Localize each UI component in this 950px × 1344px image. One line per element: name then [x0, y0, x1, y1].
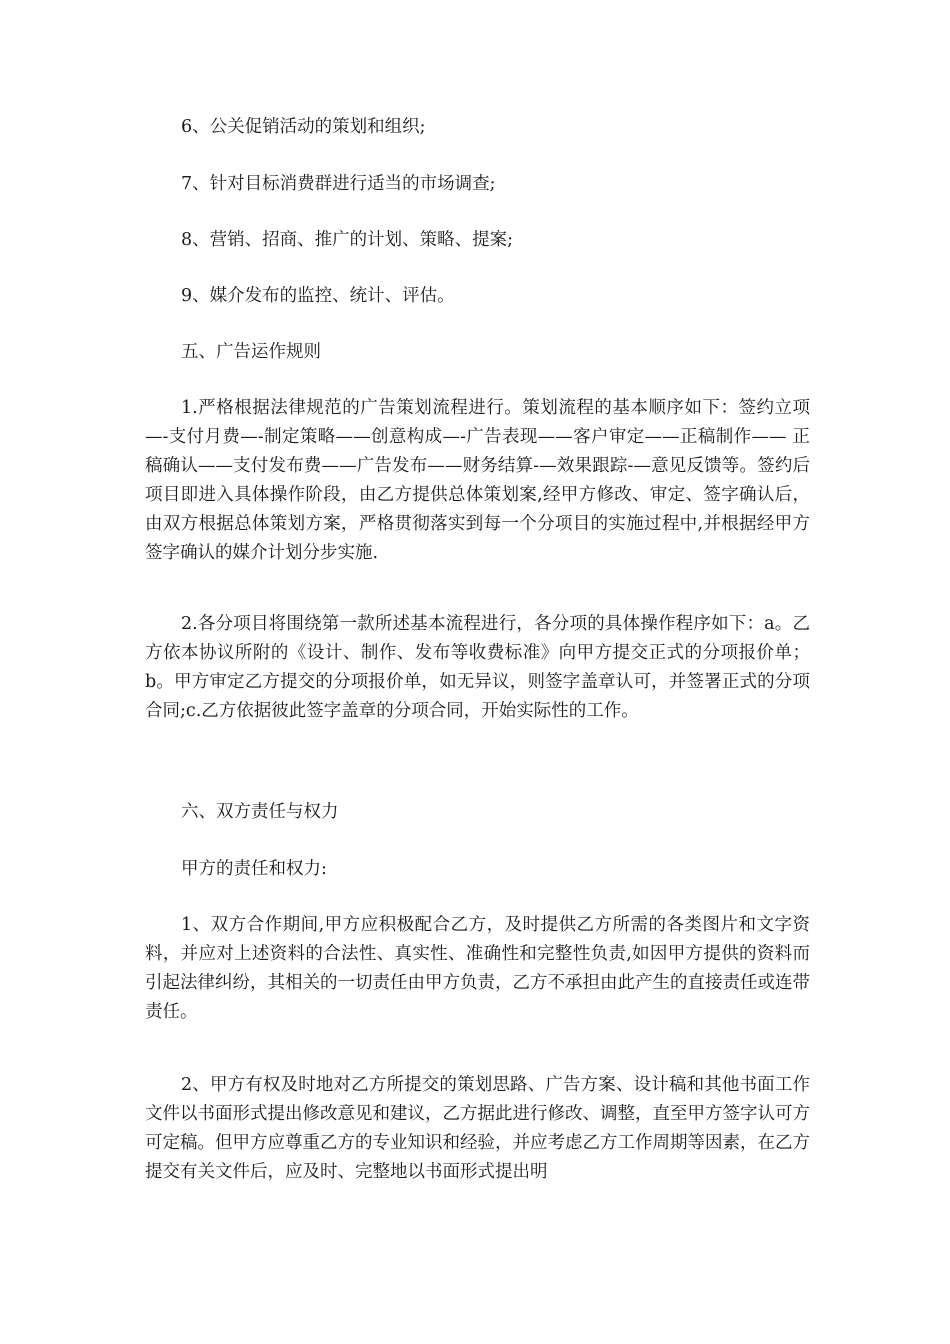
list-item-7: 7、针对目标消费群进行适当的市场调查; [181, 174, 496, 194]
subheading-party-a: 甲方的责任和权力: [181, 859, 327, 879]
duty-paragraph-1: 1、双方合作期间,甲方应积极配合乙方，及时提供乙方所需的各类图片和文字资料，并应对上述资料的合法性、真实性、准确性和完整性负责,如因甲方提供的资料而引起法律纠纷，其相关的一切责任由甲方负责，乙方不承担由此产生的直接责任或连带责任。 [145, 915, 810, 1022]
section-heading-6: 六、双方责任与权力 [181, 802, 339, 822]
list-item-8: 8、营销、招商、推广的计划、策略、提案; [181, 230, 514, 250]
rule-paragraph-2: 2.各分项目将围绕第一款所述基本流程进行，各分项的具体操作程序如下：a。乙方依本协议所附的《设计、制作、发布等收费标准》向甲方提交正式的分项报价单；b。甲方审定乙方提交的分项报价单，如无异议，则签字盖章认可，并签署正式的分项合同;c.乙方依据彼此签字盖章的分项合同，开始实际性的工作。 [145, 614, 810, 721]
list-item-6: 6、公关促销活动的策划和组织; [181, 117, 426, 137]
section-heading-5: 五、广告运作规则 [181, 342, 321, 362]
list-item-9: 9、媒介发布的监控、统计、评估。 [181, 286, 455, 306]
duty-paragraph-2: 2、甲方有权及时地对乙方所提交的策划思路、广告方案、设计稿和其他书面工作文件以书面形式提出修改意见和建议，乙方据此进行修改、调整，直至甲方签字认可方可定稿。但甲方应尊重乙方的专业知识和经验，并应考虑乙方工作周期等因素，在乙方提交有关文件后，应及时、完整地以书面形式提出明 [145, 1075, 810, 1182]
rule-paragraph-1: 1.严格根据法律规范的广告策划流程进行。策划流程的基本顺序如下：签约立项—-支付月费—-制定策略——创意构成—-广告表现——客户审定——正稿制作—— 正稿确认——支付发布费——广告发布——财务结算-—效果跟踪-—意见反馈等。签约后项目即进入具体操作阶段，由乙方提供总体策划案,经甲方修改、审定、签字确认后，由双方根据总体策划方案，严格贯彻落实到每一个分项目的实施过程中,并根据经甲方签字确认的媒介计划分步实施. [145, 398, 810, 563]
